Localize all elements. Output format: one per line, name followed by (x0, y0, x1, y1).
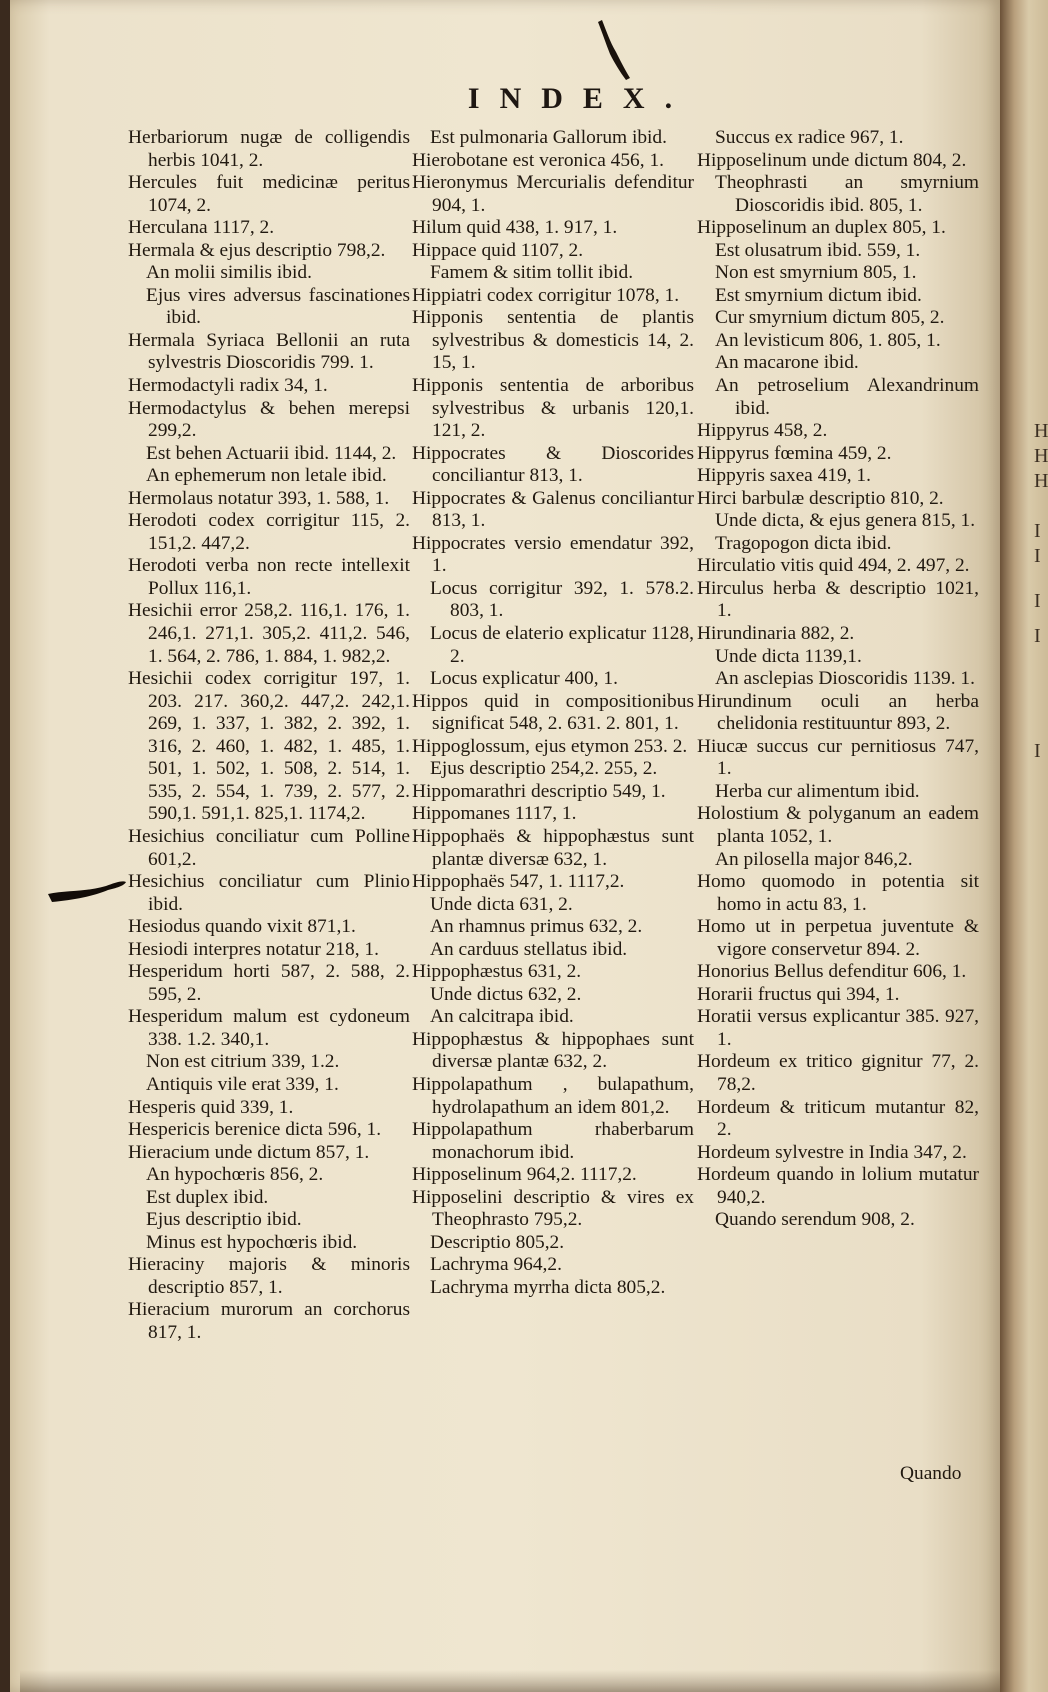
index-subentry: Locus corrigitur 392, 1. 578.2. 803, 1. (430, 577, 694, 622)
index-entry: Hippomanes 1117, 1. (412, 803, 577, 825)
index-entry: Hippyrus fœmina 459, 2. (697, 442, 892, 464)
index-entry: Hilum quid 438, 1. 917, 1. (412, 217, 618, 239)
index-subentry: Succus ex radice 967, 1. (715, 127, 904, 148)
index-entry: Hespericis berenice dicta 596, 1. (128, 1119, 382, 1141)
index-entry: Hesperidum malum est cydoneum 338. 1.2. 340,1. (128, 1006, 410, 1050)
index-subentry: Est behen Actuarii ibid. 1144, 2. (146, 442, 397, 464)
index-entry: Hesiodus quando vixit 871,1. (128, 916, 356, 938)
index-entry: Hippyrus 458, 2. (697, 420, 828, 442)
index-entry: Hipposelinum unde dictum 804, 2. (697, 149, 967, 171)
index-entry: Hippiatri codex corrigitur 1078, 1. (412, 284, 680, 306)
index-entry: Homo quomodo in potentia sit homo in actu 83, 1. (697, 871, 979, 915)
index-entry: Hirculus herba & descriptio 1021, 1. (697, 577, 979, 622)
facing-page-letter: H (1034, 420, 1048, 442)
index-entry: Hippocrates & Galenus conciliantur 813, 1. (412, 487, 694, 532)
index-subentry: Locus de elaterio explicatur 1128, 2. (430, 623, 694, 667)
index-entry: Hirculatio vitis quid 494, 2. 497, 2. (697, 555, 970, 577)
index-subentry: Locus explicatur 400, 1. (430, 668, 618, 690)
index-entry: Hippoglossum, ejus etymon 253. 2. (412, 735, 688, 757)
index-entry: Hirundinaria 882, 2. (697, 623, 855, 645)
facing-page-edge (1030, 0, 1048, 1692)
index-entry: Hermolaus notatur 393, 1. 588, 1. (128, 487, 390, 509)
index-entry: Hieraciny majoris & minoris descriptio 857, 1. (128, 1254, 410, 1298)
index-entry: Herbariorum nugæ de colligendis herbis 1041, 2. (128, 127, 410, 171)
index-subentry: Lachryma myrrha dicta 805,2. (430, 1276, 666, 1298)
index-entry: Hermodactyli radix 34, 1. (128, 375, 328, 397)
index-entry: Hordeum & triticum mutantur 82, 2. (697, 1096, 979, 1141)
index-entry: Hipponis sententia de arboribus sylvestribus & urbanis 120,1. 121, 2. (412, 375, 694, 442)
index-entry: Hordeum quando in lolium mutatur 940,2. (697, 1164, 979, 1208)
index-subentry: Est smyrnium dictum ibid. (715, 284, 922, 306)
index-entry: Hippocrates versio emendatur 392, 1. (412, 532, 694, 577)
index-subentry: Lachryma 964,2. (430, 1254, 562, 1276)
index-entry: Hippophæstus & hippophaes sunt diversæ plantæ 632, 2. (412, 1028, 694, 1073)
index-entry: Hesichius conciliatur cum Plinio ibid. (128, 871, 410, 915)
index-entry: Hesperidum horti 587, 2. 588, 2. 595, 2. (128, 961, 410, 1005)
index-subentry: Cur smyrnium dictum 805, 2. (715, 307, 945, 329)
index-subentry: Est olusatrum ibid. 559, 1. (715, 239, 921, 261)
index-entry: Hesichius conciliatur cum Polline 601,2. (128, 825, 410, 870)
index-subentry: Non est smyrnium 805, 1. (715, 262, 917, 284)
ink-blot-mark (46, 876, 128, 904)
index-subentry: Non est citrium 339, 1.2. (146, 1051, 340, 1073)
index-entry: Honorius Bellus defenditur 606, 1. (697, 961, 967, 983)
index-entry: Hesichii error 258,2. 116,1. 176, 1. 246,1. 271,1. 305,2. 411,2. 546, 1. 564, 2. 786, 1. 884, 1. 982,2. (128, 600, 410, 667)
index-entry: Hesichii codex corrigitur 197, 1. 203. 217. 360,2. 447,2. 242,1. 269, 1. 337, 1. 382, 2. 392, 1. 316, 2. 460, 1. 482, 1. 485, 1. 501, 1. 502, 1. 508, 2. 514, 1. 535, 2. 554, 1. 739, 2. 577, 2. 590,1. 591,1. 825,1. 1174,2. (128, 668, 410, 825)
index-subentry: Herba cur alimentum ibid. (715, 780, 920, 802)
index-subentry: An levisticum 806, 1. 805, 1. (715, 329, 941, 351)
index-subentry: Unde dicta 1139,1. (715, 645, 862, 667)
index-subentry: An ephemerum non letale ibid. (146, 465, 387, 487)
index-subentry: An petroselium Alexandrinum ibid. (715, 375, 979, 419)
index-entry: Hippolapathum , bulapathum, hydrolapathum an idem 801,2. (412, 1073, 694, 1118)
facing-page-letter: H (1034, 470, 1048, 492)
index-entry: Hipposelinum 964,2. 1117,2. (412, 1164, 637, 1186)
index-subentry: Theophrasti an smyrnium Dioscoridis ibid. 805, 1. (715, 172, 979, 216)
index-subentry: Unde dicta, & ejus genera 815, 1. (715, 510, 976, 532)
index-entry: Hordeum sylvestre in India 347, 2. (697, 1141, 967, 1163)
facing-page-letter: I (1034, 625, 1041, 647)
index-entry: Hippyris saxea 419, 1. (697, 465, 871, 487)
index-subentry: Quando serendum 908, 2. (715, 1209, 915, 1231)
index-entry: Hieracium murorum an corchorus 817, 1. (128, 1299, 410, 1343)
ink-stroke-mark (596, 18, 636, 82)
index-subentry: Est pulmonaria Gallorum ibid. (430, 127, 667, 148)
index-entry: Hirundinum oculi an herba chelidonia restituuntur 893, 2. (697, 690, 979, 735)
index-entry: Horatii versus explicantur 385. 927, 1. (697, 1006, 979, 1050)
index-subentry: An calcitrapa ibid. (430, 1006, 574, 1028)
index-subentry: An hypochœris 856, 2. (146, 1164, 324, 1186)
index-subentry: Ejus descriptio 254,2. 255, 2. (430, 758, 658, 780)
index-column-1 (128, 127, 410, 1345)
index-entry: Hermala Syriaca Bellonii an ruta sylvestris Dioscoridis 799. 1. (128, 329, 410, 374)
index-subentry: Famem & sitim tollit ibid. (430, 262, 634, 284)
index-column-3 (697, 127, 979, 1232)
index-entry: Hesiodi interpres notatur 218, 1. (128, 938, 379, 960)
index-entry: Horarii fructus qui 394, 1. (697, 983, 900, 1005)
facing-page-letter: H (1034, 445, 1048, 467)
index-entry: Hippomarathri descriptio 549, 1. (412, 780, 666, 802)
index-entry: Hordeum ex tritico gignitur 77, 2. 78,2. (697, 1051, 979, 1095)
index-subentry: Est duplex ibid. (146, 1186, 269, 1208)
index-entry: Hippophæstus 631, 2. (412, 961, 582, 983)
index-subentry: An asclepias Dioscoridis 1139. 1. (715, 668, 975, 690)
index-entry: Holostium & polyganum an eadem planta 1052, 1. (697, 803, 979, 847)
book-page (10, 0, 1000, 1692)
index-subentry: An rhamnus primus 632, 2. (430, 916, 643, 938)
index-entry: Hippolapathum rhaberbarum monachorum ibid. (412, 1119, 694, 1163)
index-entry: Hipposelinum an duplex 805, 1. (697, 217, 946, 239)
index-entry: Hippophaës & hippophæstus sunt plantæ diversæ 632, 1. (412, 825, 694, 870)
index-entry: Hipposelini descriptio & vires ex Theophrasto 795,2. (412, 1186, 694, 1231)
index-subentry: Minus est hypochœris ibid. (146, 1231, 358, 1253)
index-entry: Herodoti verba non recte intellexit Pollux 116,1. (128, 555, 410, 599)
index-subentry: Antiquis vile erat 339, 1. (146, 1073, 339, 1095)
index-column-2 (412, 127, 694, 1299)
index-subentry: Ejus vires adversus fascinationes ibid. (146, 284, 410, 329)
index-subentry: An carduus stellatus ibid. (430, 938, 628, 960)
index-entry: Hippos quid in compositionibus significat 548, 2. 631. 2. 801, 1. (412, 690, 694, 735)
facing-page-letter: I (1034, 590, 1041, 612)
index-subentry: An molii similis ibid. (146, 262, 312, 284)
catchword: Quando (900, 1463, 962, 1484)
index-entry: Hiucæ succus cur pernitiosus 747, 1. (697, 735, 979, 780)
index-subentry: An macarone ibid. (715, 352, 859, 374)
index-entry: Homo ut in perpetua juventute & vigore conservetur 894. 2. (697, 916, 979, 960)
facing-page-letter: I (1034, 545, 1041, 567)
index-subentry: Unde dictus 632, 2. (430, 983, 582, 1005)
index-entry: Hieronymus Mercurialis defenditur 904, 1. (412, 172, 694, 216)
index-entry: Hirci barbulæ descriptio 810, 2. (697, 487, 944, 509)
index-subentry: An pilosella major 846,2. (715, 848, 913, 870)
facing-page-letter: I (1034, 740, 1041, 762)
index-entry: Hippocrates & Dioscorides conciliantur 813, 1. (412, 442, 694, 487)
index-subentry: Unde dicta 631, 2. (430, 893, 573, 915)
index-subentry: Tragopogon dicta ibid. (715, 532, 892, 554)
index-entry: Hipponis sententia de plantis sylvestribus & domesticis 14, 2. 15, 1. (412, 307, 694, 374)
page-bottom-shadow (20, 1670, 1010, 1692)
index-entry: Hercules fuit medicinæ peritus 1074, 2. (128, 172, 410, 216)
index-subentry: Ejus descriptio ibid. (146, 1209, 302, 1231)
index-entry: Hippophaës 547, 1. 1117,2. (412, 871, 625, 893)
index-entry: Hieracium unde dictum 857, 1. (128, 1141, 370, 1163)
index-subentry: Descriptio 805,2. (430, 1231, 565, 1253)
index-entry: Herculana 1117, 2. (128, 217, 275, 239)
index-entry: Hierobotane est veronica 456, 1. (412, 149, 664, 171)
index-entry: Hesperis quid 339, 1. (128, 1096, 294, 1118)
index-entry: Hermala & ejus descriptio 798,2. (128, 239, 386, 261)
index-entry: Herodoti codex corrigitur 115, 2. 151,2. 447,2. (128, 510, 410, 554)
index-entry: Hippace quid 1107, 2. (412, 239, 584, 261)
index-entry: Hermodactylus & behen merepsi 299,2. (128, 397, 410, 442)
facing-page-letter: I (1034, 520, 1041, 542)
page-title: INDEX. (467, 82, 693, 115)
